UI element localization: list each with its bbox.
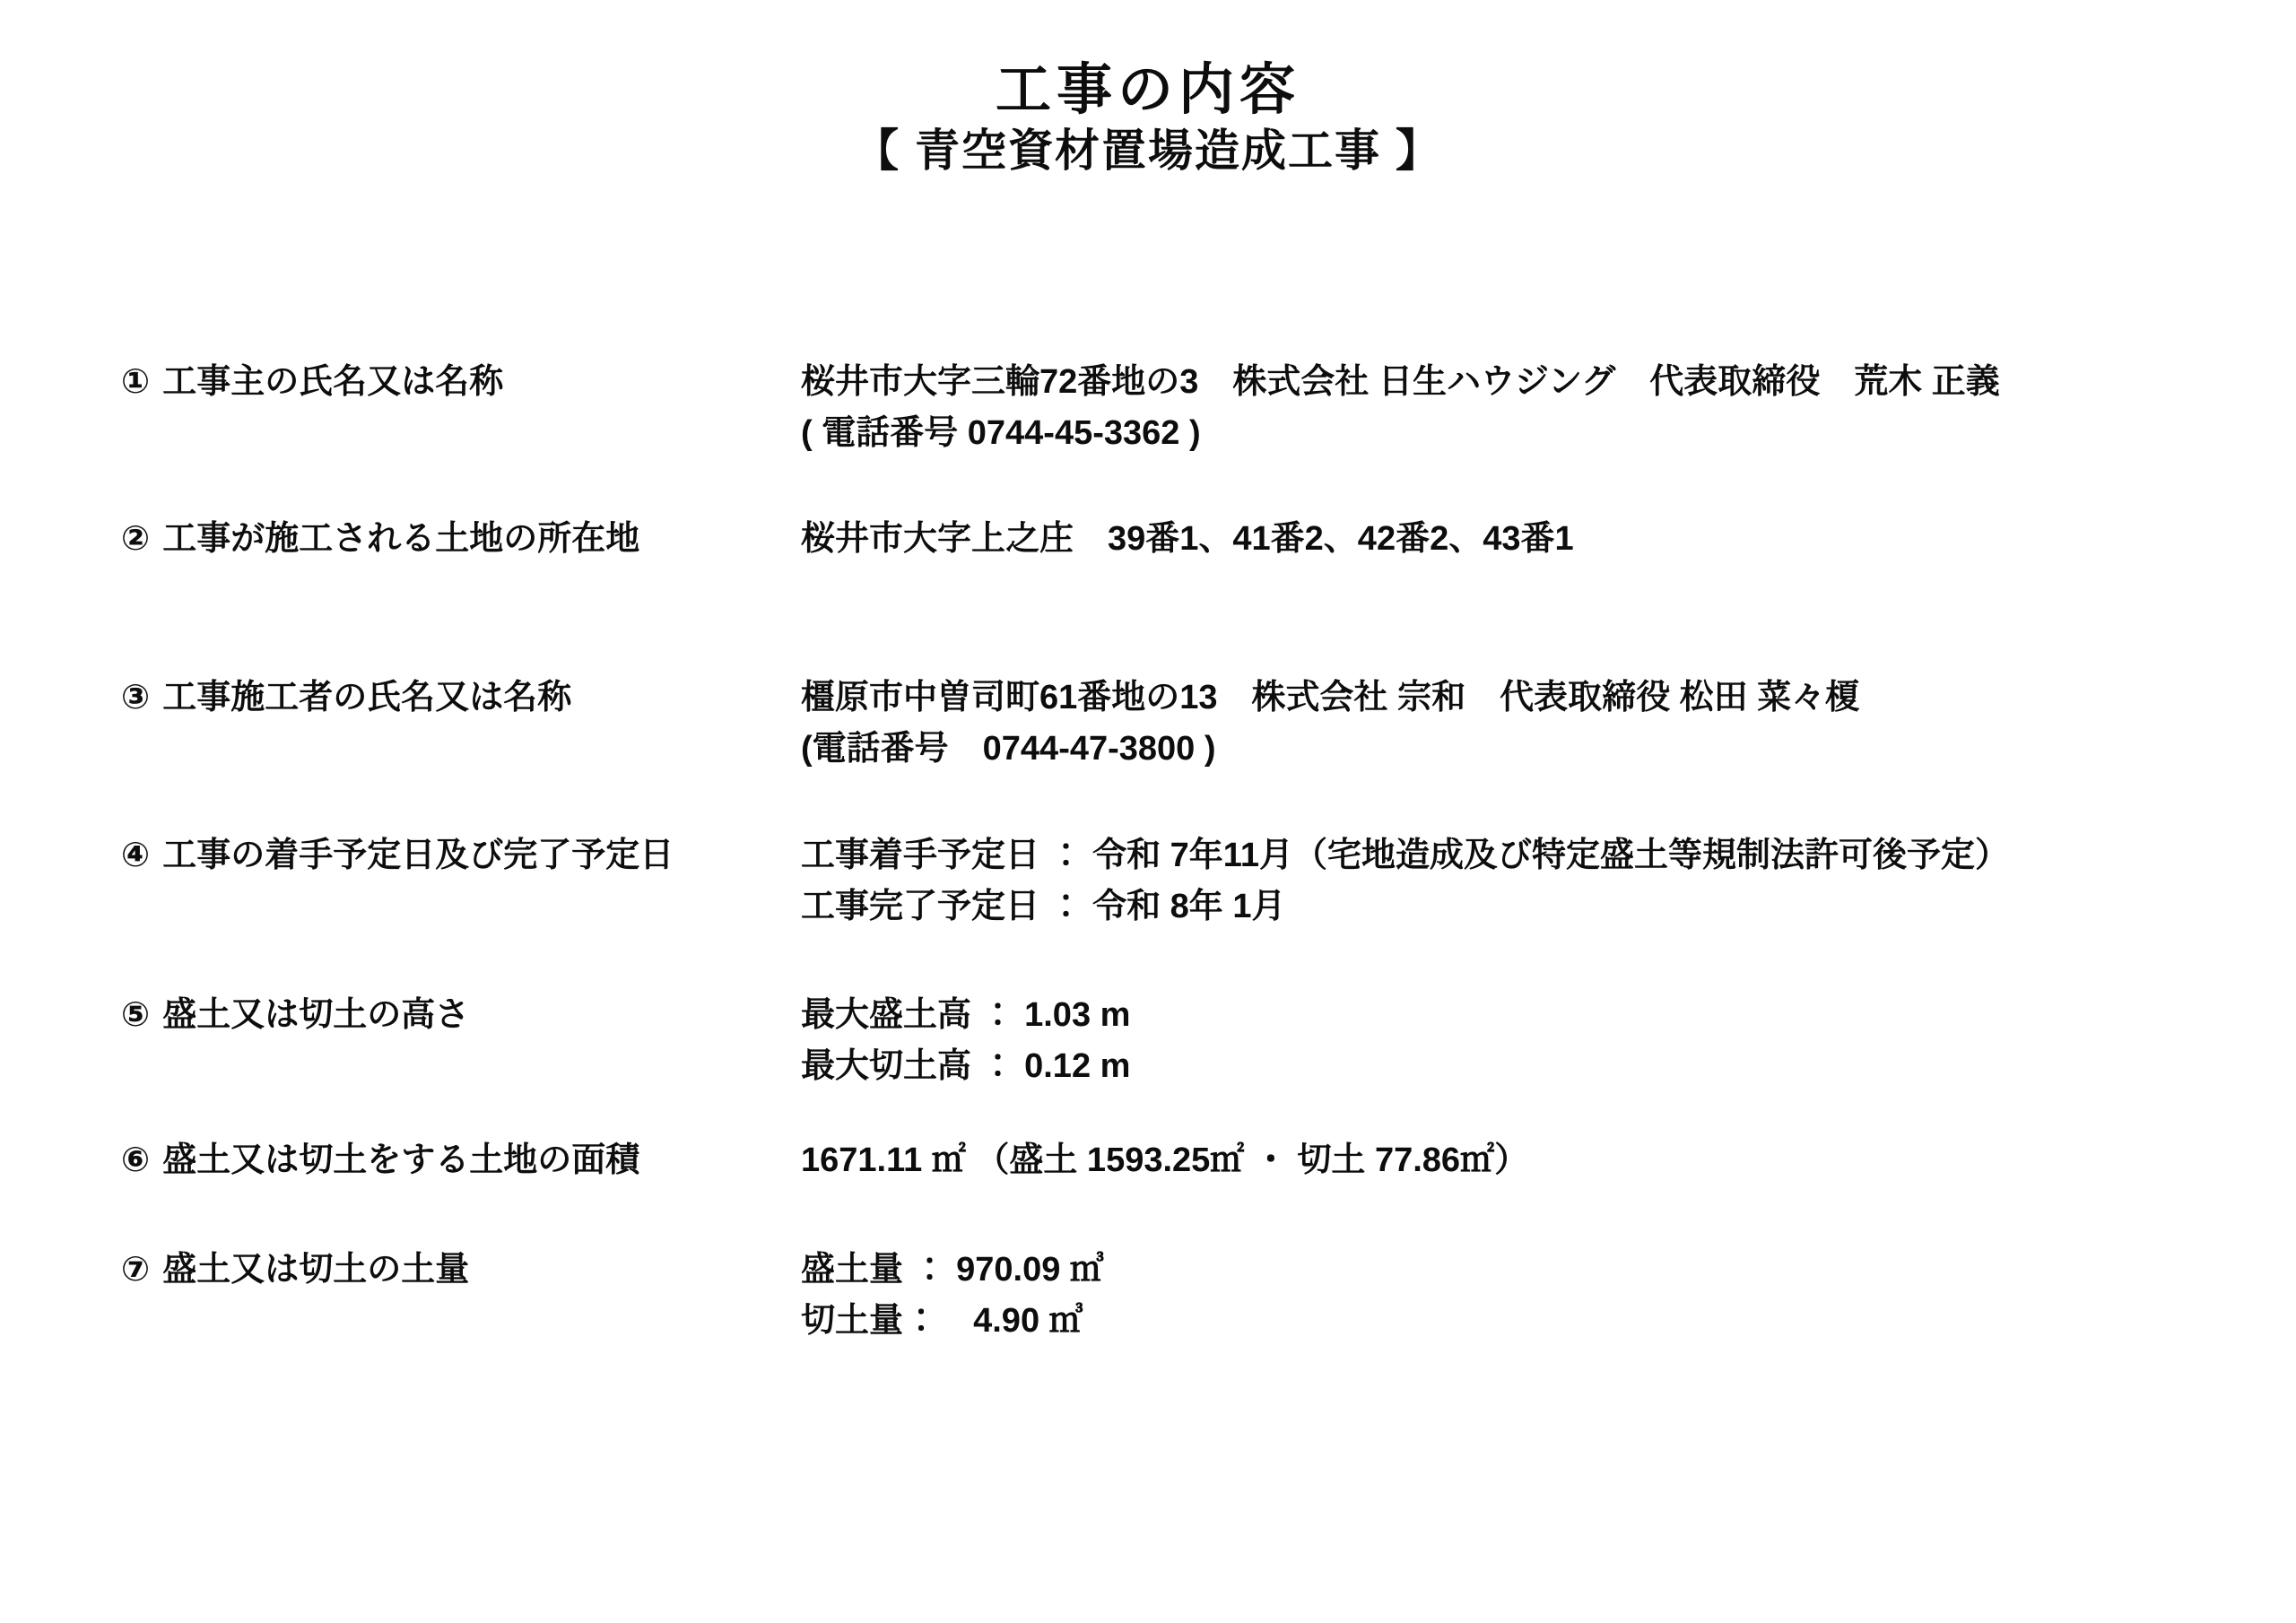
item-value-line: 切土量 ： 4.90 ㎥ [801,1302,1083,1340]
item-value [801,673,2242,775]
item-label [121,990,801,1041]
item-value-line: 最大盛土高 ： 1.03 m [801,996,1131,1034]
item-number: ③ [121,679,151,716]
item-value [801,357,2242,459]
item-row-5 [121,990,2242,1092]
item-value-line: 工事完了予定日 ： 令和 8年 1月 [801,888,1286,925]
item-value [801,1245,2242,1347]
item-value-line: ( 電話番号 0744-45-3362 ) [801,414,1201,452]
item-value-line: 桜井市大字上之庄 39番1、41番2、42番2、43番1 [801,520,1574,558]
item-number: ⑦ [121,1251,151,1289]
item-value-line: 工事着手予定日 ： 令和 7年11月（宅地造成及び特定盛土等規制法許可後予定） [801,837,2009,874]
item-row-2 [121,514,2242,565]
item-value [801,514,2242,565]
item-number: ① [121,363,151,401]
item-label [121,1135,801,1186]
item-label-text: 工事が施工される土地の所在地 [162,520,640,558]
item-label [121,830,801,881]
page-subtitle: 【 青空資材置場造成工事 】 [854,126,1442,176]
item-value [801,830,2242,933]
item-label-text: 盛土又は切土をする土地の面積 [162,1141,640,1179]
item-label-text: 工事主の氏名又は名称 [162,363,504,401]
item-value-line: 橿原市中曽司町61番地の13 株式会社 宗和 代表取締役 松田 菜々榎 [801,679,1860,716]
item-number: ⑤ [121,996,151,1034]
page-title: 工事の内容 [995,59,1300,121]
item-value-line: 桜井市大字三輪72番地の3 株式会社 日生ハウジング 代表取締役 荒木 正義 [801,363,2000,401]
item-label-text: 盛土又は切土の高さ [162,996,470,1034]
item-row-7 [121,1245,2242,1347]
item-row-3 [121,673,2242,775]
item-value [801,990,2242,1092]
item-label-text: 工事施工者の氏名又は名称 [162,679,572,716]
item-number: ② [121,520,151,558]
item-value [801,1135,2242,1186]
item-label-text: 盛土又は切土の土量 [162,1251,470,1289]
item-number: ⑥ [121,1141,151,1179]
item-label [121,673,801,724]
item-row-1 [121,357,2242,459]
item-label-text: 工事の着手予定日及び完了予定日 [162,837,674,874]
item-value-line: (電話番号 0744-47-3800 ) [801,730,1216,768]
item-label [121,514,801,565]
item-label [121,1245,801,1296]
item-row-4 [121,830,2242,933]
item-value-line: 最大切土高 ： 0.12 m [801,1047,1131,1085]
item-label [121,357,801,408]
item-value-line: 1671.11 ㎡ （盛土 1593.25㎡ ・ 切土 77.86㎡） [801,1141,1529,1179]
item-value-line: 盛土量 ： 970.09 ㎥ [801,1251,1104,1289]
item-number: ④ [121,837,151,874]
item-row-6 [121,1135,2242,1186]
